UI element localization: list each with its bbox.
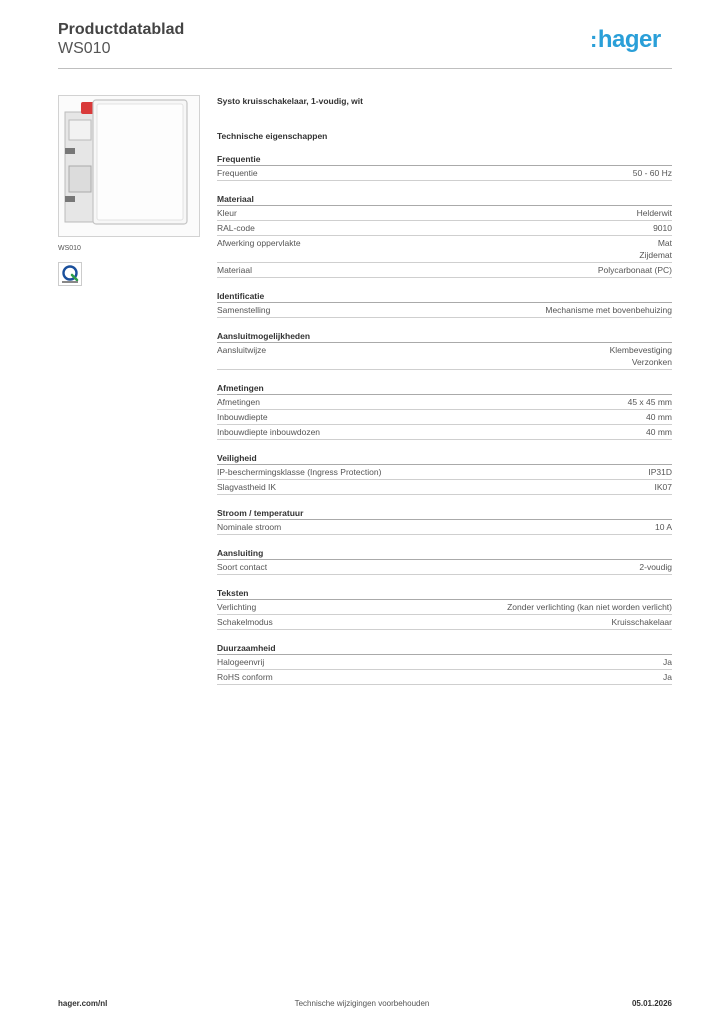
spec-value bbox=[628, 396, 672, 408]
spec-value bbox=[633, 167, 672, 179]
spec-label: Verlichting bbox=[217, 602, 257, 612]
switch-illustration bbox=[59, 96, 199, 236]
spec-value bbox=[545, 304, 672, 316]
spec-row bbox=[217, 600, 672, 615]
spec-value-line: Kruisschakelaar bbox=[611, 617, 672, 627]
spec-value-line: 9010 bbox=[653, 223, 672, 233]
spec-row bbox=[217, 560, 672, 575]
spec-value bbox=[639, 237, 672, 261]
section-title: Frequentie bbox=[217, 153, 672, 166]
spec-value-line: 2-voudig bbox=[639, 562, 672, 572]
spec-value-line: Mat bbox=[657, 238, 672, 248]
spec-sections bbox=[217, 153, 672, 685]
spec-value-line: Ja bbox=[663, 657, 672, 667]
spec-label: Inbouwdiepte inbouwdozen bbox=[217, 427, 321, 437]
spec-value-line: Verzonken bbox=[631, 357, 672, 367]
spec-value-line: 40 mm bbox=[646, 427, 672, 437]
spec-section bbox=[217, 382, 672, 440]
spec-section bbox=[217, 330, 672, 370]
spec-label: Aansluitwijze bbox=[217, 345, 267, 355]
section-title: Duurzaamheid bbox=[217, 642, 672, 655]
spec-value-line: Klembevestiging bbox=[609, 345, 672, 355]
spec-row bbox=[217, 465, 672, 480]
spec-row bbox=[217, 425, 672, 440]
spec-section bbox=[217, 547, 672, 575]
spec-value bbox=[663, 656, 672, 668]
spec-row bbox=[217, 520, 672, 535]
spec-section bbox=[217, 193, 672, 278]
spec-row bbox=[217, 343, 672, 370]
spec-value bbox=[639, 561, 672, 573]
footer-website[interactable]: hager.com/nl bbox=[58, 999, 108, 1008]
product-code: WS010 bbox=[58, 40, 111, 57]
quality-mark-icon bbox=[58, 262, 82, 286]
section-title: Stroom / temperatuur bbox=[217, 507, 672, 520]
spec-value bbox=[637, 207, 672, 219]
spec-label: Afmetingen bbox=[217, 397, 260, 407]
section-title: Teksten bbox=[217, 587, 672, 600]
spec-value-line: Mechanisme met bovenbehuizing bbox=[545, 305, 672, 315]
spec-value bbox=[612, 616, 672, 628]
spec-row bbox=[217, 236, 672, 263]
logo-text: hager bbox=[597, 26, 661, 53]
image-caption: WS010 bbox=[58, 245, 81, 252]
spec-label: Frequentie bbox=[217, 168, 258, 178]
spec-section bbox=[217, 452, 672, 495]
section-title: Materiaal bbox=[217, 193, 672, 206]
spec-row bbox=[217, 670, 672, 685]
spec-value bbox=[663, 671, 672, 683]
spec-label: Nominale stroom bbox=[217, 522, 282, 532]
spec-value-line: Helderwit bbox=[636, 208, 672, 218]
footer-disclaimer: Technische wijzigingen voorbehouden bbox=[294, 999, 430, 1008]
spec-value-line: Zijdemat bbox=[639, 250, 672, 260]
spec-value-line: 40 mm bbox=[646, 412, 672, 422]
spec-row bbox=[217, 166, 672, 181]
spec-value-line: IP31D bbox=[648, 467, 672, 477]
spec-label: Slagvastheid IK bbox=[217, 482, 277, 492]
spec-label: RAL-code bbox=[217, 223, 255, 233]
footer-date: 05.01.2026 bbox=[631, 999, 672, 1008]
spec-row bbox=[217, 206, 672, 221]
spec-label: RoHS conform bbox=[217, 672, 273, 682]
spec-label: Afwerking oppervlakte bbox=[217, 238, 301, 248]
spec-value-line: IK07 bbox=[654, 482, 672, 492]
spec-value-line: 50 - 60 Hz bbox=[632, 168, 672, 178]
spec-section bbox=[217, 507, 672, 535]
spec-row bbox=[217, 480, 672, 495]
spec-row bbox=[217, 615, 672, 630]
section-title: Identificatie bbox=[217, 290, 672, 303]
product-image bbox=[58, 95, 200, 237]
spec-value-line: 10 A bbox=[654, 522, 672, 532]
header-divider bbox=[58, 68, 672, 69]
spec-label: Samenstelling bbox=[217, 305, 271, 315]
spec-section bbox=[217, 153, 672, 181]
spec-label: IP-beschermingsklasse (Ingress Protection) bbox=[217, 467, 382, 477]
spec-value-line: Polycarbonaat (PC) bbox=[597, 265, 672, 275]
spec-value bbox=[646, 426, 672, 438]
section-title: Afmetingen bbox=[217, 382, 672, 395]
hager-logo: :hager bbox=[590, 26, 661, 53]
spec-row bbox=[217, 221, 672, 236]
spec-value bbox=[655, 481, 673, 493]
product-details bbox=[217, 95, 672, 697]
spec-value-line: 45 x 45 mm bbox=[627, 397, 672, 407]
section-title: Aansluitmogelijkheden bbox=[217, 330, 672, 343]
spec-value bbox=[507, 601, 672, 613]
spec-row bbox=[217, 410, 672, 425]
spec-row bbox=[217, 263, 672, 278]
spec-section bbox=[217, 587, 672, 630]
spec-value-line: Zonder verlichting (kan niet worden verlicht) bbox=[507, 602, 672, 612]
spec-row bbox=[217, 395, 672, 410]
spec-label: Soort contact bbox=[217, 562, 268, 572]
spec-label: Kleur bbox=[217, 208, 237, 218]
spec-value bbox=[648, 466, 672, 478]
spec-value bbox=[610, 344, 672, 368]
product-title: Systo kruisschakelaar, 1-voudig, wit bbox=[217, 96, 363, 106]
spec-value bbox=[598, 264, 672, 276]
spec-label: Schakelmodus bbox=[217, 617, 273, 627]
spec-value bbox=[655, 521, 672, 533]
spec-section bbox=[217, 642, 672, 685]
spec-label: Materiaal bbox=[217, 265, 252, 275]
spec-label: Halogeenvrij bbox=[217, 657, 265, 667]
spec-section bbox=[217, 290, 672, 318]
document-title: Productdatablad bbox=[58, 21, 185, 38]
section-title: Aansluiting bbox=[217, 547, 672, 560]
spec-row bbox=[217, 303, 672, 318]
spec-value bbox=[653, 222, 672, 234]
tech-heading: Technische eigenschappen bbox=[217, 131, 328, 141]
spec-row bbox=[217, 655, 672, 670]
section-title: Veiligheid bbox=[217, 452, 672, 465]
spec-value bbox=[646, 411, 672, 423]
spec-label: Inbouwdiepte bbox=[217, 412, 268, 422]
spec-value-line: Ja bbox=[663, 672, 672, 682]
